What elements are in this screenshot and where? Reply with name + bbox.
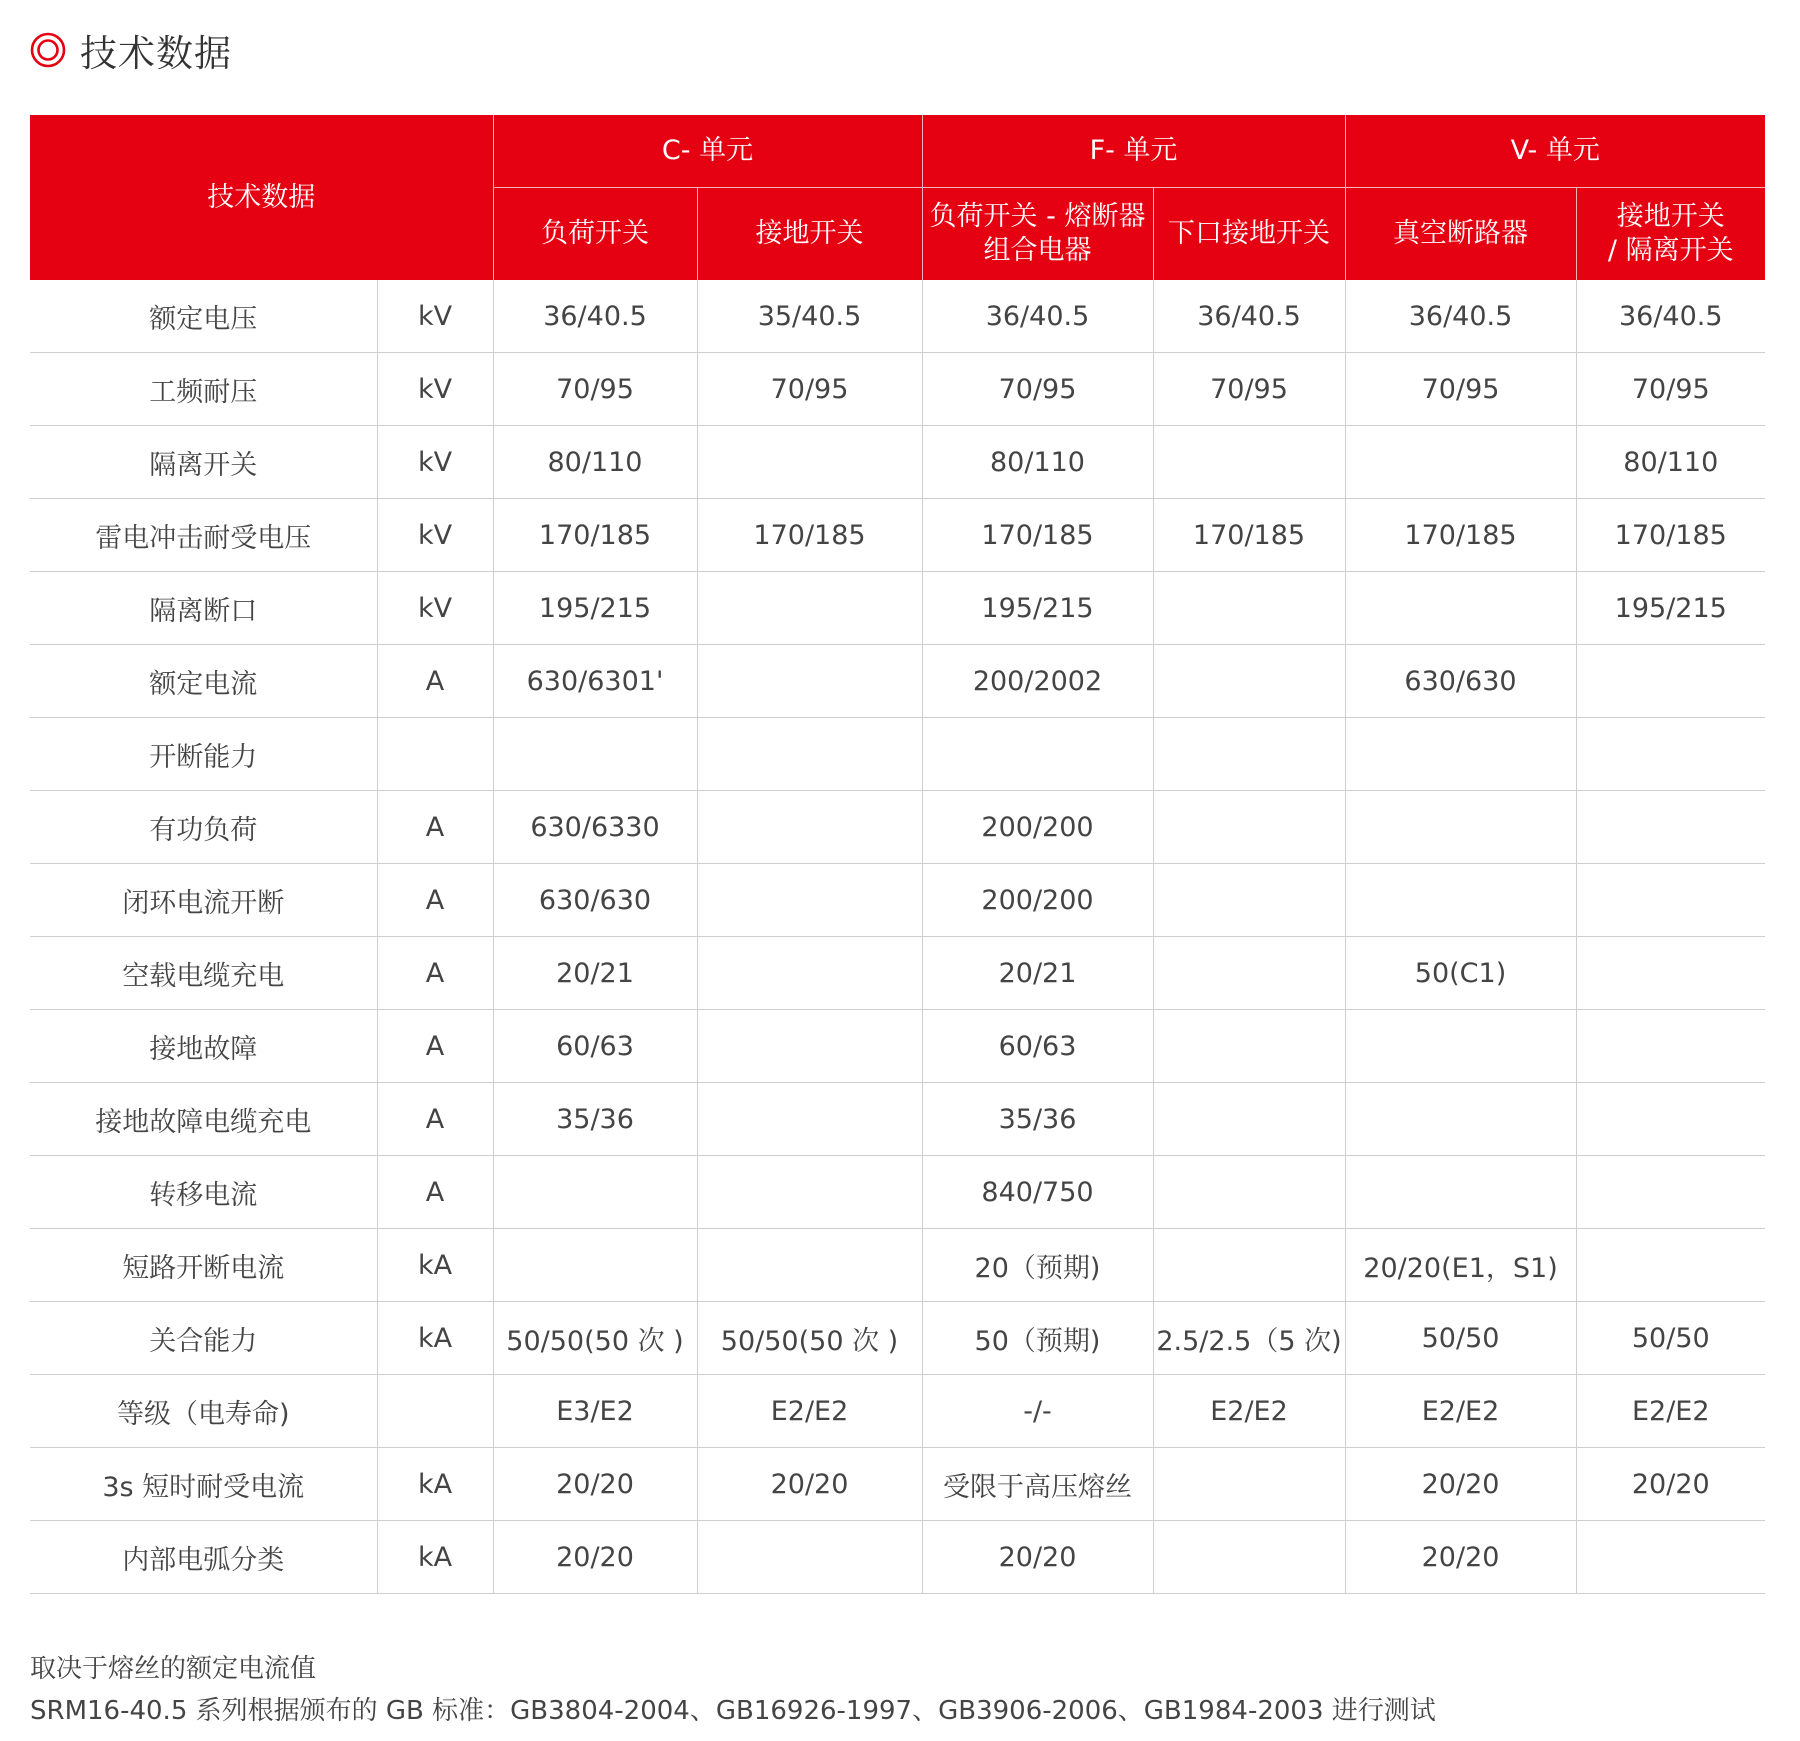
c-earthing-switch-cell: 20/20 <box>697 1448 922 1521</box>
table-row <box>30 353 1765 426</box>
unit-cell: kV <box>377 353 493 426</box>
c-earthing-switch-cell: 170/185 <box>697 499 922 572</box>
f-lower-earthing-cell <box>1153 572 1345 645</box>
table-header <box>30 115 1765 280</box>
header-line: 组合电器 <box>983 235 1092 266</box>
v-vacuum-breaker-cell <box>1345 572 1576 645</box>
row-label: 隔离断口 <box>30 572 377 645</box>
c-earthing-switch-cell <box>697 791 922 864</box>
f-fuse-combination-cell: 50（预期) <box>922 1302 1153 1375</box>
v-earthing-isolating-cell: 36/40.5 <box>1576 280 1765 353</box>
v-earthing-isolating-cell <box>1576 864 1765 937</box>
table-row <box>30 1010 1765 1083</box>
f-fuse-combination-cell: 35/36 <box>922 1083 1153 1156</box>
header-vacuum-breaker <box>1345 188 1576 281</box>
f-fuse-combination-cell <box>922 718 1153 791</box>
unit-cell: kA <box>377 1229 493 1302</box>
unit-cell <box>377 1375 493 1448</box>
row-label: 空载电缆充电 <box>30 937 377 1010</box>
v-earthing-isolating-cell <box>1576 1156 1765 1229</box>
f-lower-earthing-cell <box>1153 1010 1345 1083</box>
f-lower-earthing-cell <box>1153 1083 1345 1156</box>
c-earthing-switch-cell <box>697 645 922 718</box>
header-line: 接地开关 <box>1616 201 1725 233</box>
f-lower-earthing-cell <box>1153 791 1345 864</box>
table-row <box>30 937 1765 1010</box>
c-load-switch-cell: 170/185 <box>493 499 697 572</box>
f-fuse-combination-cell: 20（预期) <box>922 1229 1153 1302</box>
v-earthing-isolating-cell: 50/50 <box>1576 1302 1765 1375</box>
row-label: 闭环电流开断 <box>30 864 377 937</box>
v-vacuum-breaker-cell: 50(C1) <box>1345 937 1576 1010</box>
tech-data-table <box>30 115 1765 1594</box>
header-earthing-isolating-switch <box>1576 188 1765 281</box>
header-lower-earthing-switch <box>1153 188 1345 281</box>
header-fuse-combination <box>922 188 1153 281</box>
f-lower-earthing-cell <box>1153 1448 1345 1521</box>
table-row <box>30 1521 1765 1594</box>
v-vacuum-breaker-cell: 170/185 <box>1345 499 1576 572</box>
f-fuse-combination-cell: 200/2002 <box>922 645 1153 718</box>
row-label: 等级（电寿命) <box>30 1375 377 1448</box>
f-fuse-combination-cell: 36/40.5 <box>922 280 1153 353</box>
table-row <box>30 1156 1765 1229</box>
c-earthing-switch-cell <box>697 426 922 499</box>
c-earthing-switch-cell: 70/95 <box>697 353 922 426</box>
row-label: 工频耐压 <box>30 353 377 426</box>
v-vacuum-breaker-cell: 630/630 <box>1345 645 1576 718</box>
unit-cell: A <box>377 864 493 937</box>
row-label: 隔离开关 <box>30 426 377 499</box>
c-load-switch-cell <box>493 1229 697 1302</box>
c-load-switch-cell: 50/50(50 次 ) <box>493 1302 697 1375</box>
unit-cell: kV <box>377 280 493 353</box>
v-earthing-isolating-cell <box>1576 645 1765 718</box>
v-earthing-isolating-cell <box>1576 791 1765 864</box>
row-label: 短路开断电流 <box>30 1229 377 1302</box>
row-label: 额定电流 <box>30 645 377 718</box>
v-earthing-isolating-cell <box>1576 718 1765 791</box>
f-fuse-combination-cell: 170/185 <box>922 499 1153 572</box>
v-earthing-isolating-cell: 80/110 <box>1576 426 1765 499</box>
c-earthing-switch-cell: 50/50(50 次 ) <box>697 1302 922 1375</box>
v-vacuum-breaker-cell <box>1345 864 1576 937</box>
table-row <box>30 499 1765 572</box>
c-earthing-switch-cell <box>697 937 922 1010</box>
table-body <box>30 280 1765 1594</box>
unit-cell: A <box>377 791 493 864</box>
header-line: 下口接地开关 <box>1168 218 1330 250</box>
v-vacuum-breaker-cell <box>1345 791 1576 864</box>
c-earthing-switch-cell <box>697 572 922 645</box>
row-label: 3s 短时耐受电流 <box>30 1448 377 1521</box>
table-row <box>30 1302 1765 1375</box>
v-vacuum-breaker-cell: 20/20 <box>1345 1448 1576 1521</box>
f-lower-earthing-cell: 170/185 <box>1153 499 1345 572</box>
row-label: 开断能力 <box>30 718 377 791</box>
v-earthing-isolating-cell <box>1576 1229 1765 1302</box>
unit-cell: A <box>377 645 493 718</box>
c-load-switch-cell: 20/21 <box>493 937 697 1010</box>
f-lower-earthing-cell <box>1153 426 1345 499</box>
unit-cell: A <box>377 1083 493 1156</box>
v-earthing-isolating-cell: 70/95 <box>1576 353 1765 426</box>
c-load-switch-cell: 630/630 <box>493 864 697 937</box>
v-vacuum-breaker-cell <box>1345 1083 1576 1156</box>
f-lower-earthing-cell <box>1153 937 1345 1010</box>
page-title: 技术数据 <box>80 32 232 75</box>
c-earthing-switch-cell: 35/40.5 <box>697 280 922 353</box>
f-lower-earthing-cell: 36/40.5 <box>1153 280 1345 353</box>
header-earthing-switch <box>697 188 922 281</box>
f-fuse-combination-cell: 20/21 <box>922 937 1153 1010</box>
c-load-switch-cell <box>493 718 697 791</box>
c-load-switch-cell: 80/110 <box>493 426 697 499</box>
unit-cell <box>377 718 493 791</box>
c-load-switch-cell: 20/20 <box>493 1521 697 1594</box>
table-row <box>30 1229 1765 1302</box>
c-earthing-switch-cell <box>697 1229 922 1302</box>
unit-cell: A <box>377 1156 493 1229</box>
v-earthing-isolating-cell: 20/20 <box>1576 1448 1765 1521</box>
v-vacuum-breaker-cell: 20/20(E1，S1) <box>1345 1229 1576 1302</box>
unit-cell: A <box>377 937 493 1010</box>
c-load-switch-cell: 20/20 <box>493 1448 697 1521</box>
v-vacuum-breaker-cell: 36/40.5 <box>1345 280 1576 353</box>
v-earthing-isolating-cell <box>1576 1521 1765 1594</box>
v-vacuum-breaker-cell: E2/E2 <box>1345 1375 1576 1448</box>
f-fuse-combination-cell: 20/20 <box>922 1521 1153 1594</box>
v-vacuum-breaker-cell <box>1345 718 1576 791</box>
header-group-v-unit: V- 单元 <box>1345 115 1765 188</box>
f-lower-earthing-cell: 70/95 <box>1153 353 1345 426</box>
c-load-switch-cell: 70/95 <box>493 353 697 426</box>
c-earthing-switch-cell <box>697 718 922 791</box>
v-vacuum-breaker-cell: 70/95 <box>1345 353 1576 426</box>
v-vacuum-breaker-cell <box>1345 1010 1576 1083</box>
header-line: 负荷开关 <box>541 218 649 250</box>
c-earthing-switch-cell <box>697 1010 922 1083</box>
v-earthing-isolating-cell: E2/E2 <box>1576 1375 1765 1448</box>
unit-cell: kA <box>377 1448 493 1521</box>
c-load-switch-cell: E3/E2 <box>493 1375 697 1448</box>
table-row <box>30 718 1765 791</box>
double-ring-icon <box>30 32 66 68</box>
f-fuse-combination-cell: 200/200 <box>922 791 1153 864</box>
unit-cell: kV <box>377 572 493 645</box>
c-load-switch-cell: 60/63 <box>493 1010 697 1083</box>
table-row <box>30 791 1765 864</box>
table-row <box>30 1375 1765 1448</box>
section-heading <box>30 22 232 78</box>
c-earthing-switch-cell <box>697 1521 922 1594</box>
unit-cell: A <box>377 1010 493 1083</box>
f-fuse-combination-cell: 80/110 <box>922 426 1153 499</box>
header-load-switch <box>493 188 697 281</box>
table-row <box>30 645 1765 718</box>
v-earthing-isolating-cell: 170/185 <box>1576 499 1765 572</box>
v-vacuum-breaker-cell: 50/50 <box>1345 1302 1576 1375</box>
row-label: 雷电冲击耐受电压 <box>30 499 377 572</box>
f-fuse-combination-cell: 受限于高压熔丝 <box>922 1448 1153 1521</box>
v-vacuum-breaker-cell <box>1345 1156 1576 1229</box>
f-lower-earthing-cell: E2/E2 <box>1153 1375 1345 1448</box>
c-load-switch-cell: 195/215 <box>493 572 697 645</box>
c-load-switch-cell: 35/36 <box>493 1083 697 1156</box>
header-line: 负荷开关 - 熔断器 <box>929 201 1146 233</box>
c-earthing-switch-cell: E2/E2 <box>697 1375 922 1448</box>
header-line: 真空断路器 <box>1393 218 1529 250</box>
unit-cell: kA <box>377 1302 493 1375</box>
table-row <box>30 280 1765 353</box>
table-row <box>30 864 1765 937</box>
f-fuse-combination-cell: 70/95 <box>922 353 1153 426</box>
f-lower-earthing-cell <box>1153 718 1345 791</box>
footnote: 取决于熔丝的额定电流值 <box>30 1654 317 1684</box>
f-lower-earthing-cell <box>1153 1521 1345 1594</box>
f-lower-earthing-cell <box>1153 864 1345 937</box>
v-vacuum-breaker-cell <box>1345 426 1576 499</box>
v-earthing-isolating-cell <box>1576 1083 1765 1156</box>
table-row <box>30 1083 1765 1156</box>
c-load-switch-cell: 36/40.5 <box>493 280 697 353</box>
c-load-switch-cell: 630/6301' <box>493 645 697 718</box>
row-label: 转移电流 <box>30 1156 377 1229</box>
row-label: 内部电弧分类 <box>30 1521 377 1594</box>
f-fuse-combination-cell: 195/215 <box>922 572 1153 645</box>
unit-cell: kA <box>377 1521 493 1594</box>
f-fuse-combination-cell: 200/200 <box>922 864 1153 937</box>
table-row <box>30 1448 1765 1521</box>
c-load-switch-cell <box>493 1156 697 1229</box>
row-label: 有功负荷 <box>30 791 377 864</box>
v-vacuum-breaker-cell: 20/20 <box>1345 1521 1576 1594</box>
f-lower-earthing-cell: 2.5/2.5（5 次) <box>1153 1302 1345 1375</box>
header-line: 接地开关 <box>755 218 864 250</box>
header-group-c-unit: C- 单元 <box>493 115 922 188</box>
f-lower-earthing-cell <box>1153 1156 1345 1229</box>
table-row <box>30 426 1765 499</box>
f-lower-earthing-cell <box>1153 1229 1345 1302</box>
f-fuse-combination-cell: 840/750 <box>922 1156 1153 1229</box>
header-line: / 隔离开关 <box>1607 235 1734 266</box>
row-label: 接地故障电缆充电 <box>30 1083 377 1156</box>
row-label: 关合能力 <box>30 1302 377 1375</box>
v-earthing-isolating-cell: 195/215 <box>1576 572 1765 645</box>
v-earthing-isolating-cell <box>1576 937 1765 1010</box>
f-lower-earthing-cell <box>1153 645 1345 718</box>
c-earthing-switch-cell <box>697 1156 922 1229</box>
header-corner: 技术数据 <box>30 115 493 280</box>
footnote: SRM16-40.5 系列根据颁布的 GB 标准：GB3804-2004、GB16926-1997、GB3906-2006、GB1984-2003 进行测试 <box>30 1696 1436 1726</box>
c-earthing-switch-cell <box>697 864 922 937</box>
c-earthing-switch-cell <box>697 1083 922 1156</box>
unit-cell: kV <box>377 499 493 572</box>
f-fuse-combination-cell: 60/63 <box>922 1010 1153 1083</box>
row-label: 接地故障 <box>30 1010 377 1083</box>
f-fuse-combination-cell: -/- <box>922 1375 1153 1448</box>
unit-cell: kV <box>377 426 493 499</box>
row-label: 额定电压 <box>30 280 377 353</box>
table-row <box>30 572 1765 645</box>
v-earthing-isolating-cell <box>1576 1010 1765 1083</box>
footnotes <box>30 1648 1436 1732</box>
c-load-switch-cell: 630/6330 <box>493 791 697 864</box>
header-group-f-unit: F- 单元 <box>922 115 1345 188</box>
